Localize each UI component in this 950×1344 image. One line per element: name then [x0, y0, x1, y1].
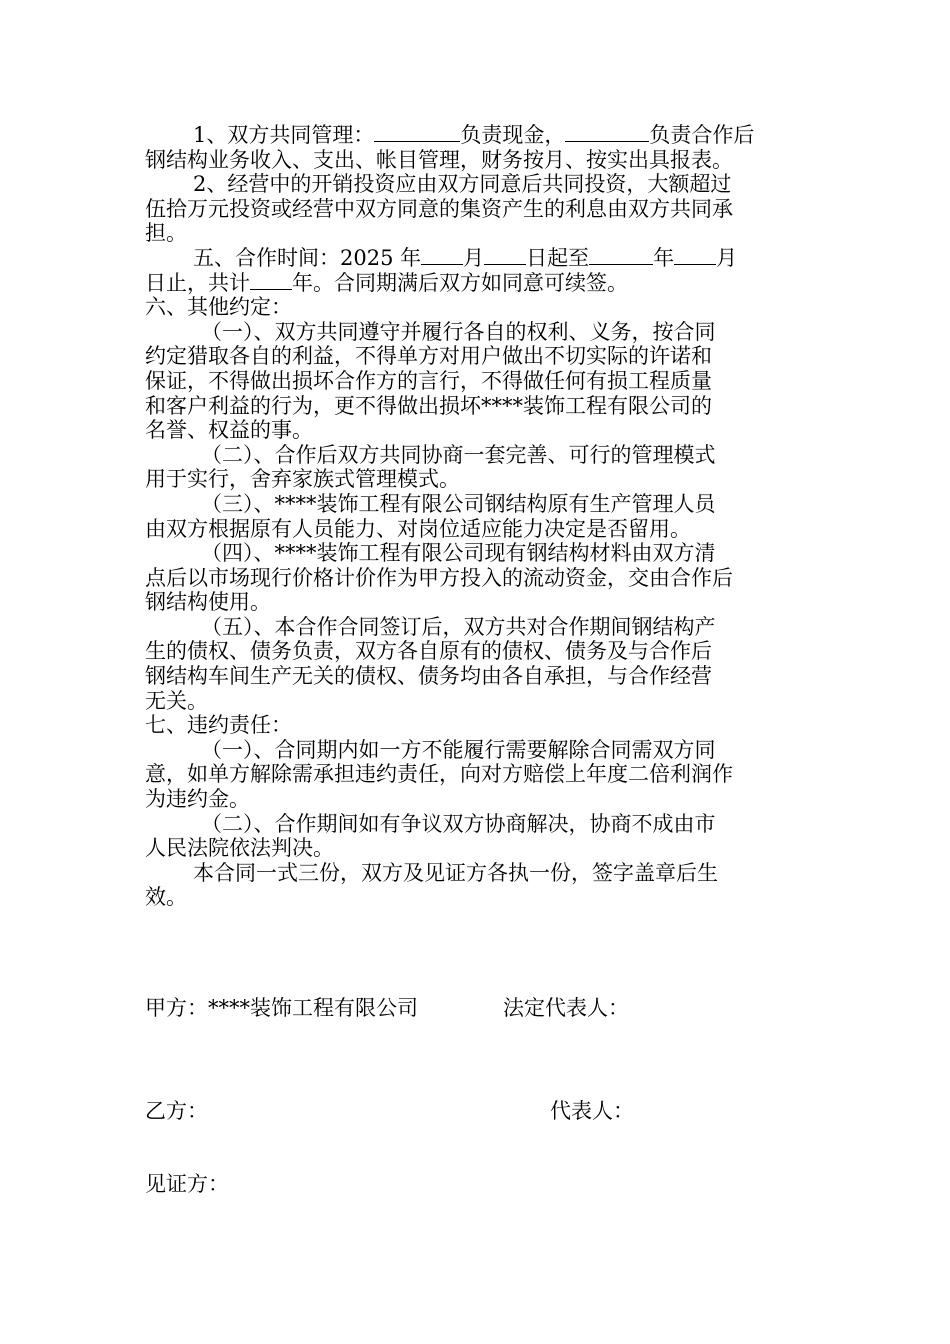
clause-line: （三）、****装饰工程有限公司钢结构原有生产管理人员 — [201, 491, 716, 516]
clause-line: （一）、双方共同遵守并履行各自的权利、义务，按合同 — [201, 319, 716, 344]
clause-line: 名誉、权益的事。 — [145, 418, 313, 443]
clause-line: 钢结构业务收入、支出、帐目管理，财务按月、按实出具报表。 — [145, 147, 733, 172]
clause-line: （二）、合作后双方共同协商一套完善、可行的管理模式 — [201, 442, 716, 467]
clause-line: 人民法院依法判决。 — [145, 836, 334, 861]
clause-line: 本合同一式三份，双方及见证方各执一份，签字盖章后生 — [193, 860, 718, 885]
section-heading: 六、其他约定： — [145, 295, 292, 320]
contract-body — [145, 123, 807, 910]
blank-end-month — [674, 246, 716, 265]
blank-cash-manager — [374, 123, 460, 142]
clause-line: 五、合作时间：2025 年 月 日起至 年 月 — [193, 245, 738, 270]
clause-line: 1、双方共同管理： 负责现金， 负责合作后 — [193, 123, 755, 147]
legal-representative-label: 法定代表人： — [503, 996, 629, 1020]
clause-line: 由双方根据原有人员能力、对岗位适应能力决定是否留用。 — [145, 516, 691, 541]
section-heading: 七、违约责任： — [145, 713, 292, 738]
clause-line: （一）、合同期内如一方不能履行需要解除合同需双方同 — [201, 737, 716, 762]
blank-start-day — [484, 246, 526, 265]
blank-partner-manager — [565, 123, 649, 142]
clause-line: 意，如单方解除需承担违约责任，向对方赔偿上年度二倍利润作 — [145, 762, 733, 787]
clause-line: （四）、****装饰工程有限公司现有钢结构材料由双方清 — [201, 541, 716, 566]
witness-label: 见证方： — [145, 1172, 229, 1196]
clause-line: 担。 — [145, 221, 187, 246]
clause-line: 钢结构使用。 — [145, 590, 271, 615]
blank-total-years — [250, 271, 292, 290]
clause-line: 2、经营中的开销投资应由双方同意后共同投资，大额超过 — [193, 172, 732, 197]
clause-line: 用于实行，舍弃家族式管理模式。 — [145, 467, 460, 492]
party-a-label: 甲方：****装饰工程有限公司 — [145, 996, 418, 1020]
clause-line: 和客户利益的行为，更不得做出损坏****装饰工程有限公司的 — [145, 393, 712, 418]
clause-line: 无关。 — [145, 688, 208, 713]
clause-line: 点后以市场现行价格计价作为甲方投入的流动资金，交由合作后 — [145, 565, 733, 590]
clause-line: 保证，不得做出损坏合作方的言行，不得做任何有损工程质量 — [145, 368, 712, 393]
clause-line: 为违约金。 — [145, 787, 250, 812]
blank-end-year — [589, 246, 653, 265]
clause-line: 日止，共计 年。合同期满后双方如同意可续签。 — [145, 270, 628, 295]
clause-line: （五）、本合作合同签订后，双方共对合作期间钢结构产 — [201, 614, 716, 639]
blank-start-month — [421, 246, 463, 265]
clause-line: 钢结构车间生产无关的债权、债务均由各自承担，与合作经营 — [145, 664, 712, 689]
party-b-label: 乙方： — [145, 1099, 208, 1123]
clause-line: 生的债权、债务负责，双方各自原有的债权、债务及与合作后 — [145, 639, 712, 664]
clause-line: 伍拾万元投资或经营中双方同意的集资产生的利息由双方共同承 — [145, 196, 733, 221]
representative-label: 代表人： — [550, 1099, 634, 1123]
clause-line: 约定猎取各自的利益，不得单方对用户做出不切实际的许诺和 — [145, 344, 712, 369]
clause-line: （二）、合作期间如有争议双方协商解决，协商不成由市 — [201, 811, 716, 836]
clause-line: 效。 — [145, 885, 187, 910]
